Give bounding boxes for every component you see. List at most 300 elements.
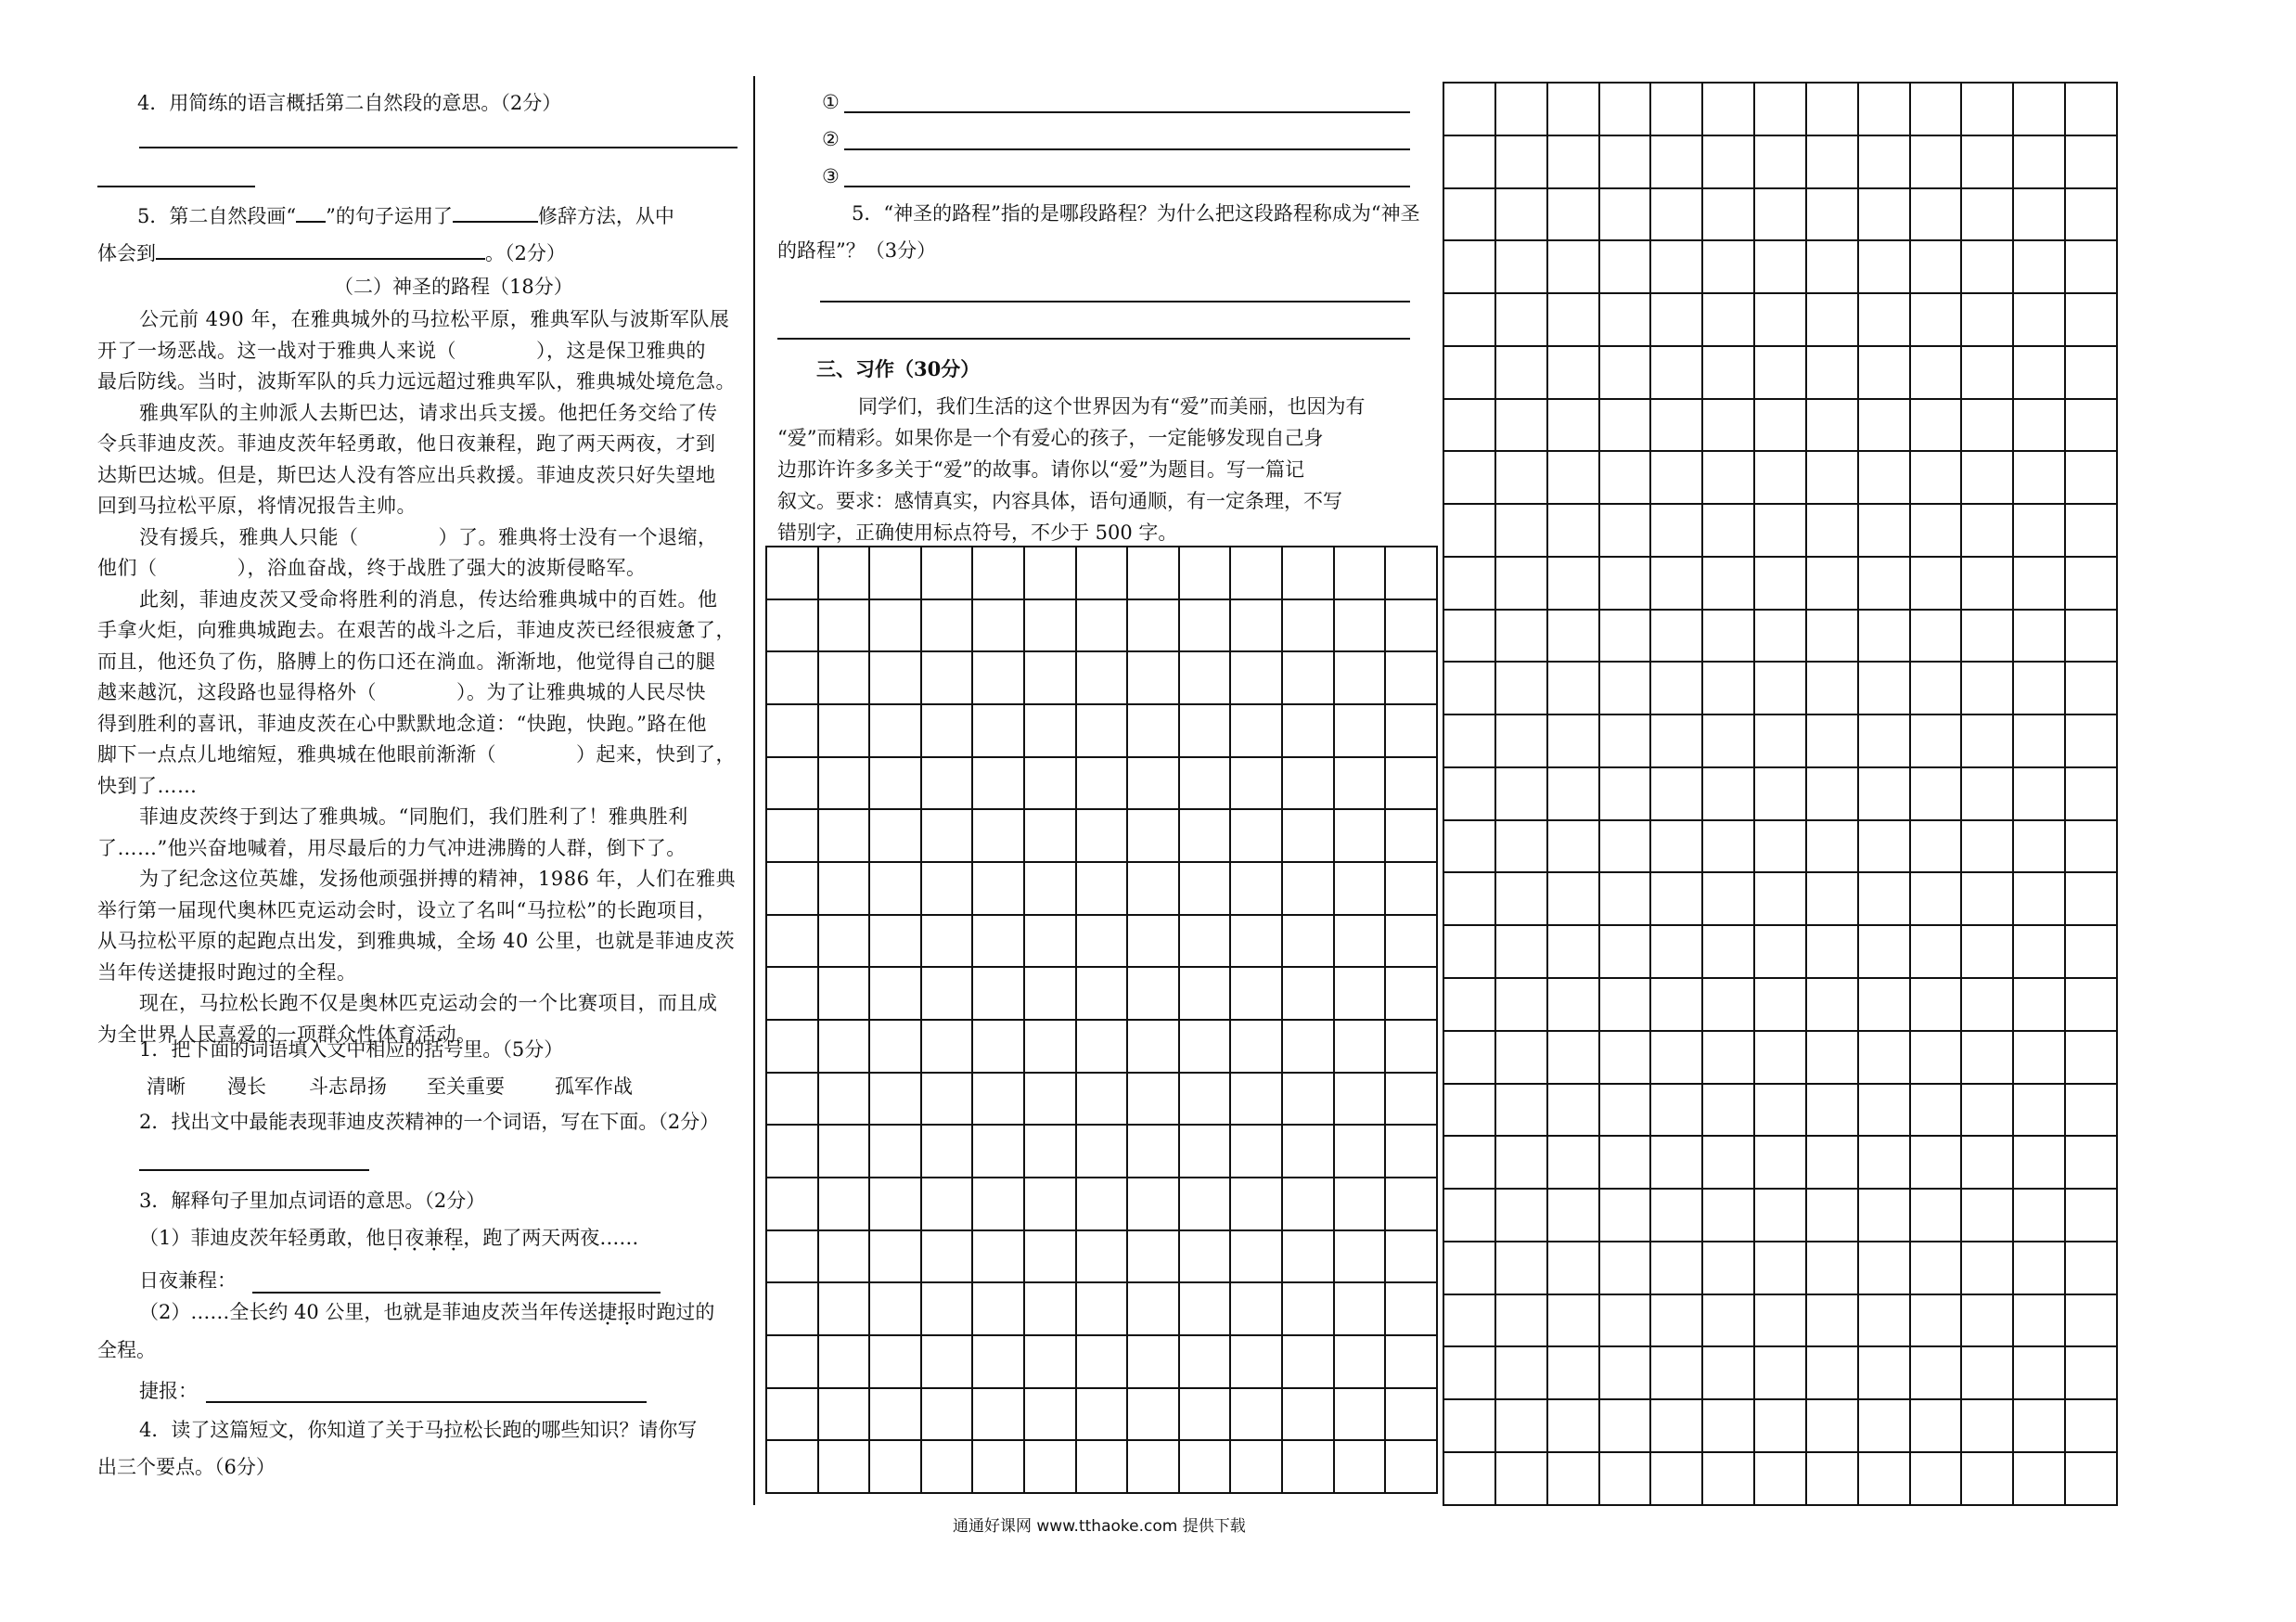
- grid-cell[interactable]: [1443, 346, 1495, 399]
- grid-cell[interactable]: [1443, 662, 1495, 714]
- grid-cell[interactable]: [1443, 1031, 1495, 1084]
- grid-cell[interactable]: [2013, 610, 2065, 663]
- grid-cell[interactable]: [1495, 1294, 1547, 1347]
- grid-cell[interactable]: [1024, 651, 1076, 704]
- grid-cell[interactable]: [1910, 1031, 1962, 1084]
- grid-cell[interactable]: [1024, 1440, 1076, 1493]
- grid-cell[interactable]: [1806, 1294, 1858, 1347]
- grid-cell[interactable]: [1961, 1294, 2013, 1347]
- grid-cell[interactable]: [1650, 925, 1702, 978]
- grid-cell[interactable]: [1443, 1346, 1495, 1399]
- grid-cell[interactable]: [1702, 1294, 1754, 1347]
- grid-cell[interactable]: [1599, 1399, 1651, 1452]
- grid-cell[interactable]: [1754, 240, 1806, 293]
- grid-cell[interactable]: [1599, 557, 1651, 610]
- grid-cell[interactable]: [1858, 1399, 1910, 1452]
- grid-cell[interactable]: [818, 1335, 870, 1388]
- grid-cell[interactable]: [2065, 714, 2117, 767]
- grid-cell[interactable]: [1385, 1230, 1437, 1283]
- grid-cell[interactable]: [766, 1388, 818, 1441]
- grid-cell[interactable]: [1754, 872, 1806, 925]
- grid-cell[interactable]: [2065, 293, 2117, 346]
- grid-cell[interactable]: [818, 651, 870, 704]
- grid-cell[interactable]: [1443, 1084, 1495, 1137]
- grid-cell[interactable]: [1858, 978, 1910, 1031]
- grid-cell[interactable]: [1910, 820, 1962, 873]
- grid-cell[interactable]: [1385, 547, 1437, 599]
- grid-cell[interactable]: [1806, 1452, 1858, 1505]
- grid-cell[interactable]: [1547, 714, 1599, 767]
- answer-line[interactable]: [139, 147, 738, 148]
- grid-cell[interactable]: [1650, 504, 1702, 557]
- grid-cell[interactable]: [1443, 557, 1495, 610]
- grid-cell[interactable]: [1179, 809, 1231, 862]
- grid-cell[interactable]: [2065, 767, 2117, 820]
- grid-cell[interactable]: [1961, 714, 2013, 767]
- grid-cell[interactable]: [818, 809, 870, 862]
- grid-cell[interactable]: [1754, 399, 1806, 452]
- grid-cell[interactable]: [869, 1388, 921, 1441]
- grid-cell[interactable]: [1858, 293, 1910, 346]
- grid-cell[interactable]: [1443, 504, 1495, 557]
- grid-cell[interactable]: [1650, 872, 1702, 925]
- grid-cell[interactable]: [1599, 451, 1651, 504]
- grid-cell[interactable]: [2013, 399, 2065, 452]
- grid-cell[interactable]: [1385, 862, 1437, 915]
- answer-line[interactable]: [206, 1401, 647, 1403]
- grid-cell[interactable]: [972, 862, 1024, 915]
- grid-cell[interactable]: [766, 599, 818, 652]
- grid-cell[interactable]: [1282, 757, 1334, 810]
- grid-cell[interactable]: [972, 1388, 1024, 1441]
- grid-cell[interactable]: [1443, 451, 1495, 504]
- grid-cell[interactable]: [1282, 809, 1334, 862]
- grid-cell[interactable]: [1806, 399, 1858, 452]
- grid-cell[interactable]: [1806, 1084, 1858, 1137]
- grid-cell[interactable]: [1282, 862, 1334, 915]
- grid-cell[interactable]: [1599, 1294, 1651, 1347]
- grid-cell[interactable]: [1702, 662, 1754, 714]
- grid-cell[interactable]: [2013, 83, 2065, 135]
- grid-cell[interactable]: [1858, 1242, 1910, 1294]
- grid-cell[interactable]: [1495, 610, 1547, 663]
- grid-cell[interactable]: [1127, 1125, 1179, 1178]
- grid-cell[interactable]: [1127, 704, 1179, 757]
- grid-cell[interactable]: [1910, 399, 1962, 452]
- grid-cell[interactable]: [1599, 1452, 1651, 1505]
- grid-cell[interactable]: [1282, 1125, 1334, 1178]
- grid-cell[interactable]: [1024, 599, 1076, 652]
- grid-cell[interactable]: [1754, 714, 1806, 767]
- grid-cell[interactable]: [1702, 346, 1754, 399]
- grid-cell[interactable]: [1702, 399, 1754, 452]
- grid-cell[interactable]: [1702, 767, 1754, 820]
- grid-cell[interactable]: [1702, 451, 1754, 504]
- grid-cell[interactable]: [1024, 862, 1076, 915]
- grid-cell[interactable]: [1599, 83, 1651, 135]
- grid-cell[interactable]: [1650, 135, 1702, 188]
- grid-cell[interactable]: [1230, 862, 1282, 915]
- grid-cell[interactable]: [1910, 1452, 1962, 1505]
- grid-cell[interactable]: [1385, 1073, 1437, 1126]
- grid-cell[interactable]: [2065, 872, 2117, 925]
- grid-cell[interactable]: [1076, 704, 1128, 757]
- answer-line[interactable]: [252, 1292, 661, 1294]
- grid-cell[interactable]: [869, 1178, 921, 1230]
- grid-cell[interactable]: [972, 547, 1024, 599]
- grid-cell[interactable]: [1547, 399, 1599, 452]
- grid-cell[interactable]: [1858, 872, 1910, 925]
- grid-cell[interactable]: [869, 967, 921, 1020]
- grid-cell[interactable]: [1806, 662, 1858, 714]
- grid-cell[interactable]: [1806, 83, 1858, 135]
- grid-cell[interactable]: [1702, 1031, 1754, 1084]
- grid-cell[interactable]: [1443, 293, 1495, 346]
- grid-cell[interactable]: [1650, 399, 1702, 452]
- grid-cell[interactable]: [818, 967, 870, 1020]
- grid-cell[interactable]: [1599, 978, 1651, 1031]
- answer-line[interactable]: [820, 301, 1410, 303]
- grid-cell[interactable]: [1443, 83, 1495, 135]
- grid-cell[interactable]: [766, 757, 818, 810]
- grid-cell[interactable]: [1443, 925, 1495, 978]
- grid-cell[interactable]: [1495, 135, 1547, 188]
- grid-cell[interactable]: [1910, 1399, 1962, 1452]
- grid-cell[interactable]: [2013, 714, 2065, 767]
- grid-cell[interactable]: [1547, 978, 1599, 1031]
- grid-cell[interactable]: [1961, 83, 2013, 135]
- grid-cell[interactable]: [1702, 1346, 1754, 1399]
- grid-cell[interactable]: [921, 1282, 973, 1335]
- grid-cell[interactable]: [1599, 714, 1651, 767]
- grid-cell[interactable]: [1127, 967, 1179, 1020]
- grid-cell[interactable]: [2013, 662, 2065, 714]
- grid-cell[interactable]: [1599, 1136, 1651, 1189]
- grid-cell[interactable]: [2013, 451, 2065, 504]
- grid-cell[interactable]: [921, 1230, 973, 1283]
- grid-cell[interactable]: [1702, 978, 1754, 1031]
- grid-cell[interactable]: [2065, 1399, 2117, 1452]
- grid-cell[interactable]: [766, 1178, 818, 1230]
- grid-cell[interactable]: [1076, 809, 1128, 862]
- grid-cell[interactable]: [2065, 1294, 2117, 1347]
- grid-cell[interactable]: [1961, 451, 2013, 504]
- grid-cell[interactable]: [1443, 240, 1495, 293]
- grid-cell[interactable]: [2065, 1136, 2117, 1189]
- grid-cell[interactable]: [1961, 504, 2013, 557]
- grid-cell[interactable]: [1024, 1178, 1076, 1230]
- grid-cell[interactable]: [1076, 1073, 1128, 1126]
- grid-cell[interactable]: [1702, 557, 1754, 610]
- grid-cell[interactable]: [972, 1335, 1024, 1388]
- grid-cell[interactable]: [972, 651, 1024, 704]
- grid-cell[interactable]: [1910, 1294, 1962, 1347]
- grid-cell[interactable]: [2065, 1452, 2117, 1505]
- grid-cell[interactable]: [921, 1335, 973, 1388]
- grid-cell[interactable]: [1547, 1346, 1599, 1399]
- answer-line[interactable]: [844, 111, 1410, 113]
- grid-cell[interactable]: [1858, 820, 1910, 873]
- grid-cell[interactable]: [1754, 135, 1806, 188]
- grid-cell[interactable]: [818, 1125, 870, 1178]
- grid-cell[interactable]: [766, 1020, 818, 1073]
- grid-cell[interactable]: [2065, 557, 2117, 610]
- grid-cell[interactable]: [1127, 1388, 1179, 1441]
- grid-cell[interactable]: [1230, 1073, 1282, 1126]
- grid-cell[interactable]: [1127, 599, 1179, 652]
- grid-cell[interactable]: [766, 809, 818, 862]
- grid-cell[interactable]: [1806, 1189, 1858, 1242]
- grid-cell[interactable]: [1443, 188, 1495, 241]
- grid-cell[interactable]: [1282, 1388, 1334, 1441]
- grid-cell[interactable]: [1334, 1125, 1386, 1178]
- grid-cell[interactable]: [1179, 1335, 1231, 1388]
- answer-line[interactable]: [97, 186, 255, 187]
- grid-cell[interactable]: [1961, 610, 2013, 663]
- grid-cell[interactable]: [921, 651, 973, 704]
- grid-cell[interactable]: [2013, 293, 2065, 346]
- grid-cell[interactable]: [1385, 809, 1437, 862]
- grid-cell[interactable]: [1024, 1125, 1076, 1178]
- grid-cell[interactable]: [869, 1335, 921, 1388]
- grid-cell[interactable]: [1127, 651, 1179, 704]
- grid-cell[interactable]: [1024, 704, 1076, 757]
- grid-cell[interactable]: [1599, 1084, 1651, 1137]
- grid-cell[interactable]: [1702, 83, 1754, 135]
- answer-blank[interactable]: [453, 202, 538, 223]
- grid-cell[interactable]: [2013, 767, 2065, 820]
- grid-cell[interactable]: [766, 1282, 818, 1335]
- grid-cell[interactable]: [1858, 714, 1910, 767]
- grid-cell[interactable]: [1179, 704, 1231, 757]
- grid-cell[interactable]: [1806, 1031, 1858, 1084]
- grid-cell[interactable]: [1858, 399, 1910, 452]
- grid-cell[interactable]: [1076, 1230, 1128, 1283]
- grid-cell[interactable]: [1650, 1189, 1702, 1242]
- grid-cell[interactable]: [1650, 1242, 1702, 1294]
- grid-cell[interactable]: [1702, 610, 1754, 663]
- grid-cell[interactable]: [1650, 767, 1702, 820]
- grid-cell[interactable]: [2013, 346, 2065, 399]
- grid-cell[interactable]: [1702, 1399, 1754, 1452]
- grid-cell[interactable]: [818, 1440, 870, 1493]
- grid-cell[interactable]: [1599, 1189, 1651, 1242]
- answer-line[interactable]: [777, 338, 1410, 340]
- grid-cell[interactable]: [1650, 1346, 1702, 1399]
- grid-cell[interactable]: [2013, 240, 2065, 293]
- grid-cell[interactable]: [1650, 1084, 1702, 1137]
- grid-cell[interactable]: [1179, 1020, 1231, 1073]
- grid-cell[interactable]: [1754, 293, 1806, 346]
- grid-cell[interactable]: [921, 1073, 973, 1126]
- grid-cell[interactable]: [1961, 1399, 2013, 1452]
- grid-cell[interactable]: [1495, 451, 1547, 504]
- grid-cell[interactable]: [1443, 714, 1495, 767]
- grid-cell[interactable]: [1961, 1346, 2013, 1399]
- grid-cell[interactable]: [2013, 188, 2065, 241]
- grid-cell[interactable]: [1076, 599, 1128, 652]
- grid-cell[interactable]: [972, 1125, 1024, 1178]
- grid-cell[interactable]: [972, 809, 1024, 862]
- grid-cell[interactable]: [1334, 757, 1386, 810]
- grid-cell[interactable]: [1230, 1020, 1282, 1073]
- grid-cell[interactable]: [1495, 872, 1547, 925]
- grid-cell[interactable]: [1179, 651, 1231, 704]
- grid-cell[interactable]: [2013, 820, 2065, 873]
- grid-cell[interactable]: [1858, 1294, 1910, 1347]
- grid-cell[interactable]: [972, 1282, 1024, 1335]
- grid-cell[interactable]: [2065, 1189, 2117, 1242]
- grid-cell[interactable]: [1385, 915, 1437, 968]
- grid-cell[interactable]: [1858, 135, 1910, 188]
- grid-cell[interactable]: [1910, 83, 1962, 135]
- grid-cell[interactable]: [1599, 346, 1651, 399]
- grid-cell[interactable]: [1547, 557, 1599, 610]
- grid-cell[interactable]: [1385, 1020, 1437, 1073]
- grid-cell[interactable]: [2065, 240, 2117, 293]
- grid-cell[interactable]: [1961, 1084, 2013, 1137]
- grid-cell[interactable]: [1806, 1346, 1858, 1399]
- grid-cell[interactable]: [1650, 820, 1702, 873]
- grid-cell[interactable]: [1650, 610, 1702, 663]
- grid-cell[interactable]: [818, 1073, 870, 1126]
- grid-cell[interactable]: [1495, 83, 1547, 135]
- grid-cell[interactable]: [1858, 662, 1910, 714]
- grid-cell[interactable]: [2013, 1399, 2065, 1452]
- grid-cell[interactable]: [1702, 1452, 1754, 1505]
- grid-cell[interactable]: [1599, 662, 1651, 714]
- grid-cell[interactable]: [1806, 872, 1858, 925]
- grid-cell[interactable]: [1282, 1073, 1334, 1126]
- grid-cell[interactable]: [1547, 83, 1599, 135]
- grid-cell[interactable]: [1806, 293, 1858, 346]
- grid-cell[interactable]: [1806, 240, 1858, 293]
- grid-cell[interactable]: [1076, 1020, 1128, 1073]
- grid-cell[interactable]: [1495, 293, 1547, 346]
- grid-cell[interactable]: [1754, 1084, 1806, 1137]
- grid-cell[interactable]: [1910, 978, 1962, 1031]
- grid-cell[interactable]: [766, 1335, 818, 1388]
- grid-cell[interactable]: [1599, 188, 1651, 241]
- grid-cell[interactable]: [1858, 451, 1910, 504]
- grid-cell[interactable]: [972, 599, 1024, 652]
- grid-cell[interactable]: [1599, 610, 1651, 663]
- grid-cell[interactable]: [1599, 925, 1651, 978]
- grid-cell[interactable]: [1547, 610, 1599, 663]
- grid-cell[interactable]: [1334, 1230, 1386, 1283]
- grid-cell[interactable]: [1334, 547, 1386, 599]
- grid-cell[interactable]: [1282, 1178, 1334, 1230]
- writing-grid-right[interactable]: [1443, 82, 2118, 1506]
- grid-cell[interactable]: [1754, 188, 1806, 241]
- grid-cell[interactable]: [1179, 1178, 1231, 1230]
- grid-cell[interactable]: [1910, 1084, 1962, 1137]
- grid-cell[interactable]: [1230, 915, 1282, 968]
- grid-cell[interactable]: [1179, 1125, 1231, 1178]
- grid-cell[interactable]: [2065, 346, 2117, 399]
- grid-cell[interactable]: [2065, 135, 2117, 188]
- grid-cell[interactable]: [1282, 599, 1334, 652]
- grid-cell[interactable]: [1961, 872, 2013, 925]
- grid-cell[interactable]: [2013, 925, 2065, 978]
- grid-cell[interactable]: [1702, 240, 1754, 293]
- grid-cell[interactable]: [1179, 1073, 1231, 1126]
- grid-cell[interactable]: [1495, 399, 1547, 452]
- grid-cell[interactable]: [1495, 504, 1547, 557]
- grid-cell[interactable]: [1127, 1230, 1179, 1283]
- grid-cell[interactable]: [1282, 1020, 1334, 1073]
- grid-cell[interactable]: [1495, 925, 1547, 978]
- grid-cell[interactable]: [1754, 1242, 1806, 1294]
- grid-cell[interactable]: [1547, 1084, 1599, 1137]
- grid-cell[interactable]: [1650, 1452, 1702, 1505]
- grid-cell[interactable]: [1334, 1073, 1386, 1126]
- grid-cell[interactable]: [1076, 757, 1128, 810]
- grid-cell[interactable]: [1443, 1242, 1495, 1294]
- grid-cell[interactable]: [1806, 714, 1858, 767]
- grid-cell[interactable]: [1650, 83, 1702, 135]
- grid-cell[interactable]: [1806, 1136, 1858, 1189]
- grid-cell[interactable]: [1443, 978, 1495, 1031]
- grid-cell[interactable]: [972, 704, 1024, 757]
- grid-cell[interactable]: [1334, 651, 1386, 704]
- grid-cell[interactable]: [818, 1178, 870, 1230]
- grid-cell[interactable]: [766, 1440, 818, 1493]
- grid-cell[interactable]: [1495, 978, 1547, 1031]
- grid-cell[interactable]: [1076, 1282, 1128, 1335]
- grid-cell[interactable]: [1443, 610, 1495, 663]
- grid-cell[interactable]: [1230, 651, 1282, 704]
- grid-cell[interactable]: [869, 547, 921, 599]
- grid-cell[interactable]: [1961, 188, 2013, 241]
- grid-cell[interactable]: [1650, 1399, 1702, 1452]
- grid-cell[interactable]: [1858, 1136, 1910, 1189]
- grid-cell[interactable]: [972, 1178, 1024, 1230]
- grid-cell[interactable]: [1443, 872, 1495, 925]
- grid-cell[interactable]: [1282, 704, 1334, 757]
- grid-cell[interactable]: [1754, 1189, 1806, 1242]
- grid-cell[interactable]: [2013, 1294, 2065, 1347]
- grid-cell[interactable]: [1754, 978, 1806, 1031]
- grid-cell[interactable]: [1334, 704, 1386, 757]
- grid-cell[interactable]: [921, 1178, 973, 1230]
- grid-cell[interactable]: [1858, 1346, 1910, 1399]
- grid-cell[interactable]: [818, 915, 870, 968]
- grid-cell[interactable]: [1334, 1178, 1386, 1230]
- grid-cell[interactable]: [921, 1020, 973, 1073]
- grid-cell[interactable]: [2013, 1084, 2065, 1137]
- grid-cell[interactable]: [1179, 967, 1231, 1020]
- grid-cell[interactable]: [1858, 83, 1910, 135]
- grid-cell[interactable]: [1024, 547, 1076, 599]
- grid-cell[interactable]: [921, 547, 973, 599]
- grid-cell[interactable]: [1961, 820, 2013, 873]
- grid-cell[interactable]: [1806, 451, 1858, 504]
- grid-cell[interactable]: [1495, 557, 1547, 610]
- grid-cell[interactable]: [2065, 610, 2117, 663]
- grid-cell[interactable]: [1858, 1189, 1910, 1242]
- grid-cell[interactable]: [1385, 651, 1437, 704]
- grid-cell[interactable]: [1547, 451, 1599, 504]
- grid-cell[interactable]: [766, 704, 818, 757]
- grid-cell[interactable]: [1806, 978, 1858, 1031]
- grid-cell[interactable]: [1650, 714, 1702, 767]
- grid-cell[interactable]: [1702, 504, 1754, 557]
- grid-cell[interactable]: [818, 1230, 870, 1283]
- grid-cell[interactable]: [1282, 915, 1334, 968]
- grid-cell[interactable]: [1910, 872, 1962, 925]
- grid-cell[interactable]: [2065, 978, 2117, 1031]
